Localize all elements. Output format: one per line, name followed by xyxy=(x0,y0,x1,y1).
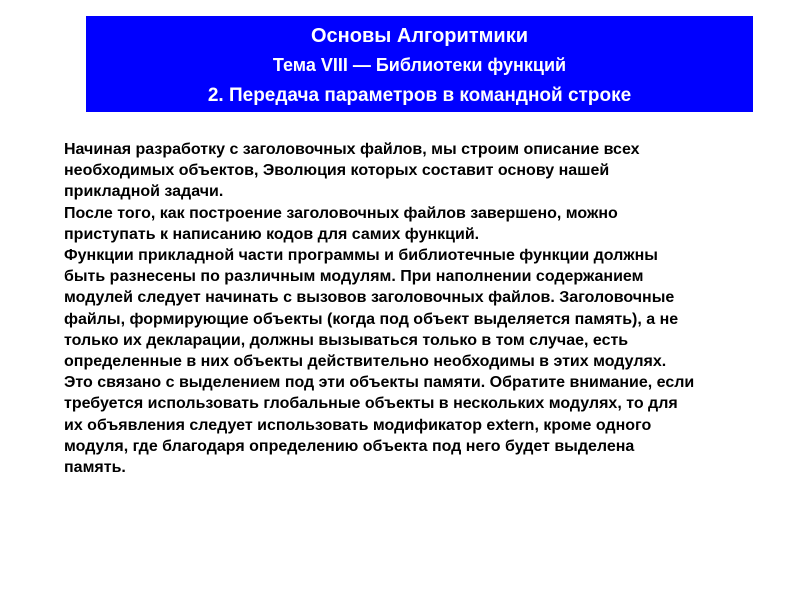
section-title: 2. Передача параметров в командной строке xyxy=(207,85,632,106)
text-line: прикладной задачи. xyxy=(64,183,224,201)
text-line: Это связано с выделением под эти объекты памяти. Обратите внимание, если xyxy=(64,374,695,392)
text-line: Начиная разработку с заголовочных файлов, мы строим описание всех xyxy=(64,141,640,158)
text-line: модулей следует начинать с вызовов заголовочных файлов. Заголовочные xyxy=(64,289,675,307)
text-line: быть разнесены по различным модулям. При наполнении содержанием xyxy=(64,268,644,286)
topic-title: Тема VIII — Библиотеки функций xyxy=(272,55,567,75)
text-line: только их декларации, должны вызываться только в том случае, есть xyxy=(64,331,629,349)
text-line: После того, как построение заголовочных файлов завершено, можно xyxy=(64,204,618,222)
text-line: их объявления следует использовать модификатор extern, кроме одного xyxy=(64,416,652,434)
text-line: определенные в них объекты действительно необходимы в этих модулях. xyxy=(64,353,667,371)
text-line: необходимых объектов, Эволюция которых составит основу нашей xyxy=(64,162,610,180)
text-line: Функции прикладной части программы и библиотечные функции должны xyxy=(64,247,658,265)
body-text xyxy=(64,143,774,482)
text-line: модуля, где благодаря определению объекта под него будет выделена xyxy=(64,437,635,455)
text-line: приступать к написанию кодов для самих функций. xyxy=(64,225,480,243)
text-line: файлы, формирующие объекты (когда под объект выделяется память), а не xyxy=(64,310,679,328)
text-line: требуется использовать глобальные объекты в нескольких модулях, то для xyxy=(64,395,678,413)
slide-header xyxy=(86,16,753,112)
text-line: память. xyxy=(64,459,126,477)
course-title: Основы Алгоритмики xyxy=(310,25,529,47)
